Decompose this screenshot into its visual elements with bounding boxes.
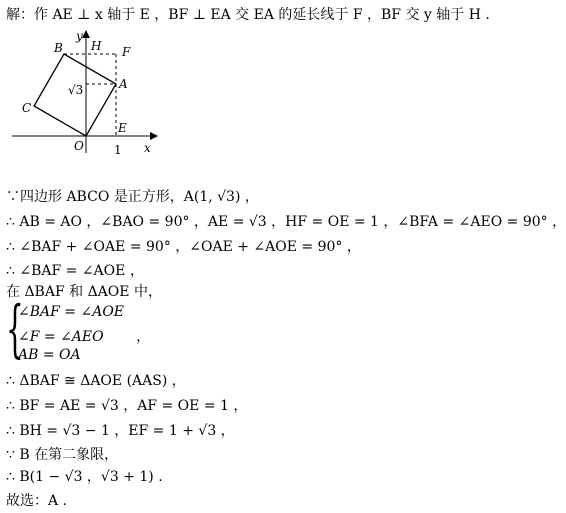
label-e: E (118, 121, 127, 135)
x-axis-arrow (150, 132, 158, 140)
label-c: C (22, 101, 32, 115)
step-bf-af: ∴ BF = AE = √3 ，AF = OE = 1 ， (6, 398, 248, 414)
system-row-3: AB = OA (18, 347, 81, 363)
step-angle-equal: ∴ ∠BAF = ∠AOE ， (6, 263, 144, 279)
label-o: O (74, 139, 84, 153)
label-h: H (91, 39, 102, 53)
step-quadrant: ∵ B 在第二象限， (6, 447, 119, 463)
label-b: B (54, 41, 63, 55)
triangle-intro: 在 ΔBAF 和 ΔAOE 中， (6, 284, 162, 300)
system-row-1: ∠BAF = ∠AOE (18, 304, 125, 320)
geometry-figure (12, 28, 162, 158)
given-square: ∵四边形 ABCO 是正方形，A(1, √3) ， (6, 189, 259, 205)
step-equalities: ∴ AB = AO ，∠BAO = 90° ，AE = √3 ，HF = OE = 1 ，∠BFA = ∠AEO = 90° ， (6, 214, 566, 230)
step-bh-ef: ∴ BH = √3 − 1 ，EF = 1 + √3 ， (6, 423, 235, 439)
y-axis-arrow (82, 30, 90, 38)
final-answer: 故选：A . (6, 493, 68, 509)
system-row-2-text: ∠F = ∠AEO (18, 329, 104, 345)
system-row-2 (18, 326, 150, 346)
step-result: ∴ B(1 − √3 ，√3 + 1) . (6, 469, 163, 485)
label-a: A (119, 77, 128, 91)
system-brace: { (6, 292, 24, 365)
label-y: y (76, 29, 83, 43)
label-f: F (122, 45, 131, 59)
step-angle-sums: ∴ ∠BAF + ∠OAE = 90° ，∠OAE + ∠AOE = 90° ， (6, 239, 361, 255)
step-congruent: ∴ ΔBAF ≅ ΔAOE (AAS) ， (6, 373, 186, 389)
solution-intro: 解：作 AE ⊥ x 轴于 E ，BF ⊥ EA 交 EA 的延长线于 F ，BF 交 y 轴于 H . (6, 7, 490, 23)
label-x: x (144, 141, 151, 155)
label-one: 1 (114, 143, 122, 157)
system-row-2-suffix: ， (136, 329, 151, 345)
label-sqrt3: √3 (68, 83, 84, 97)
